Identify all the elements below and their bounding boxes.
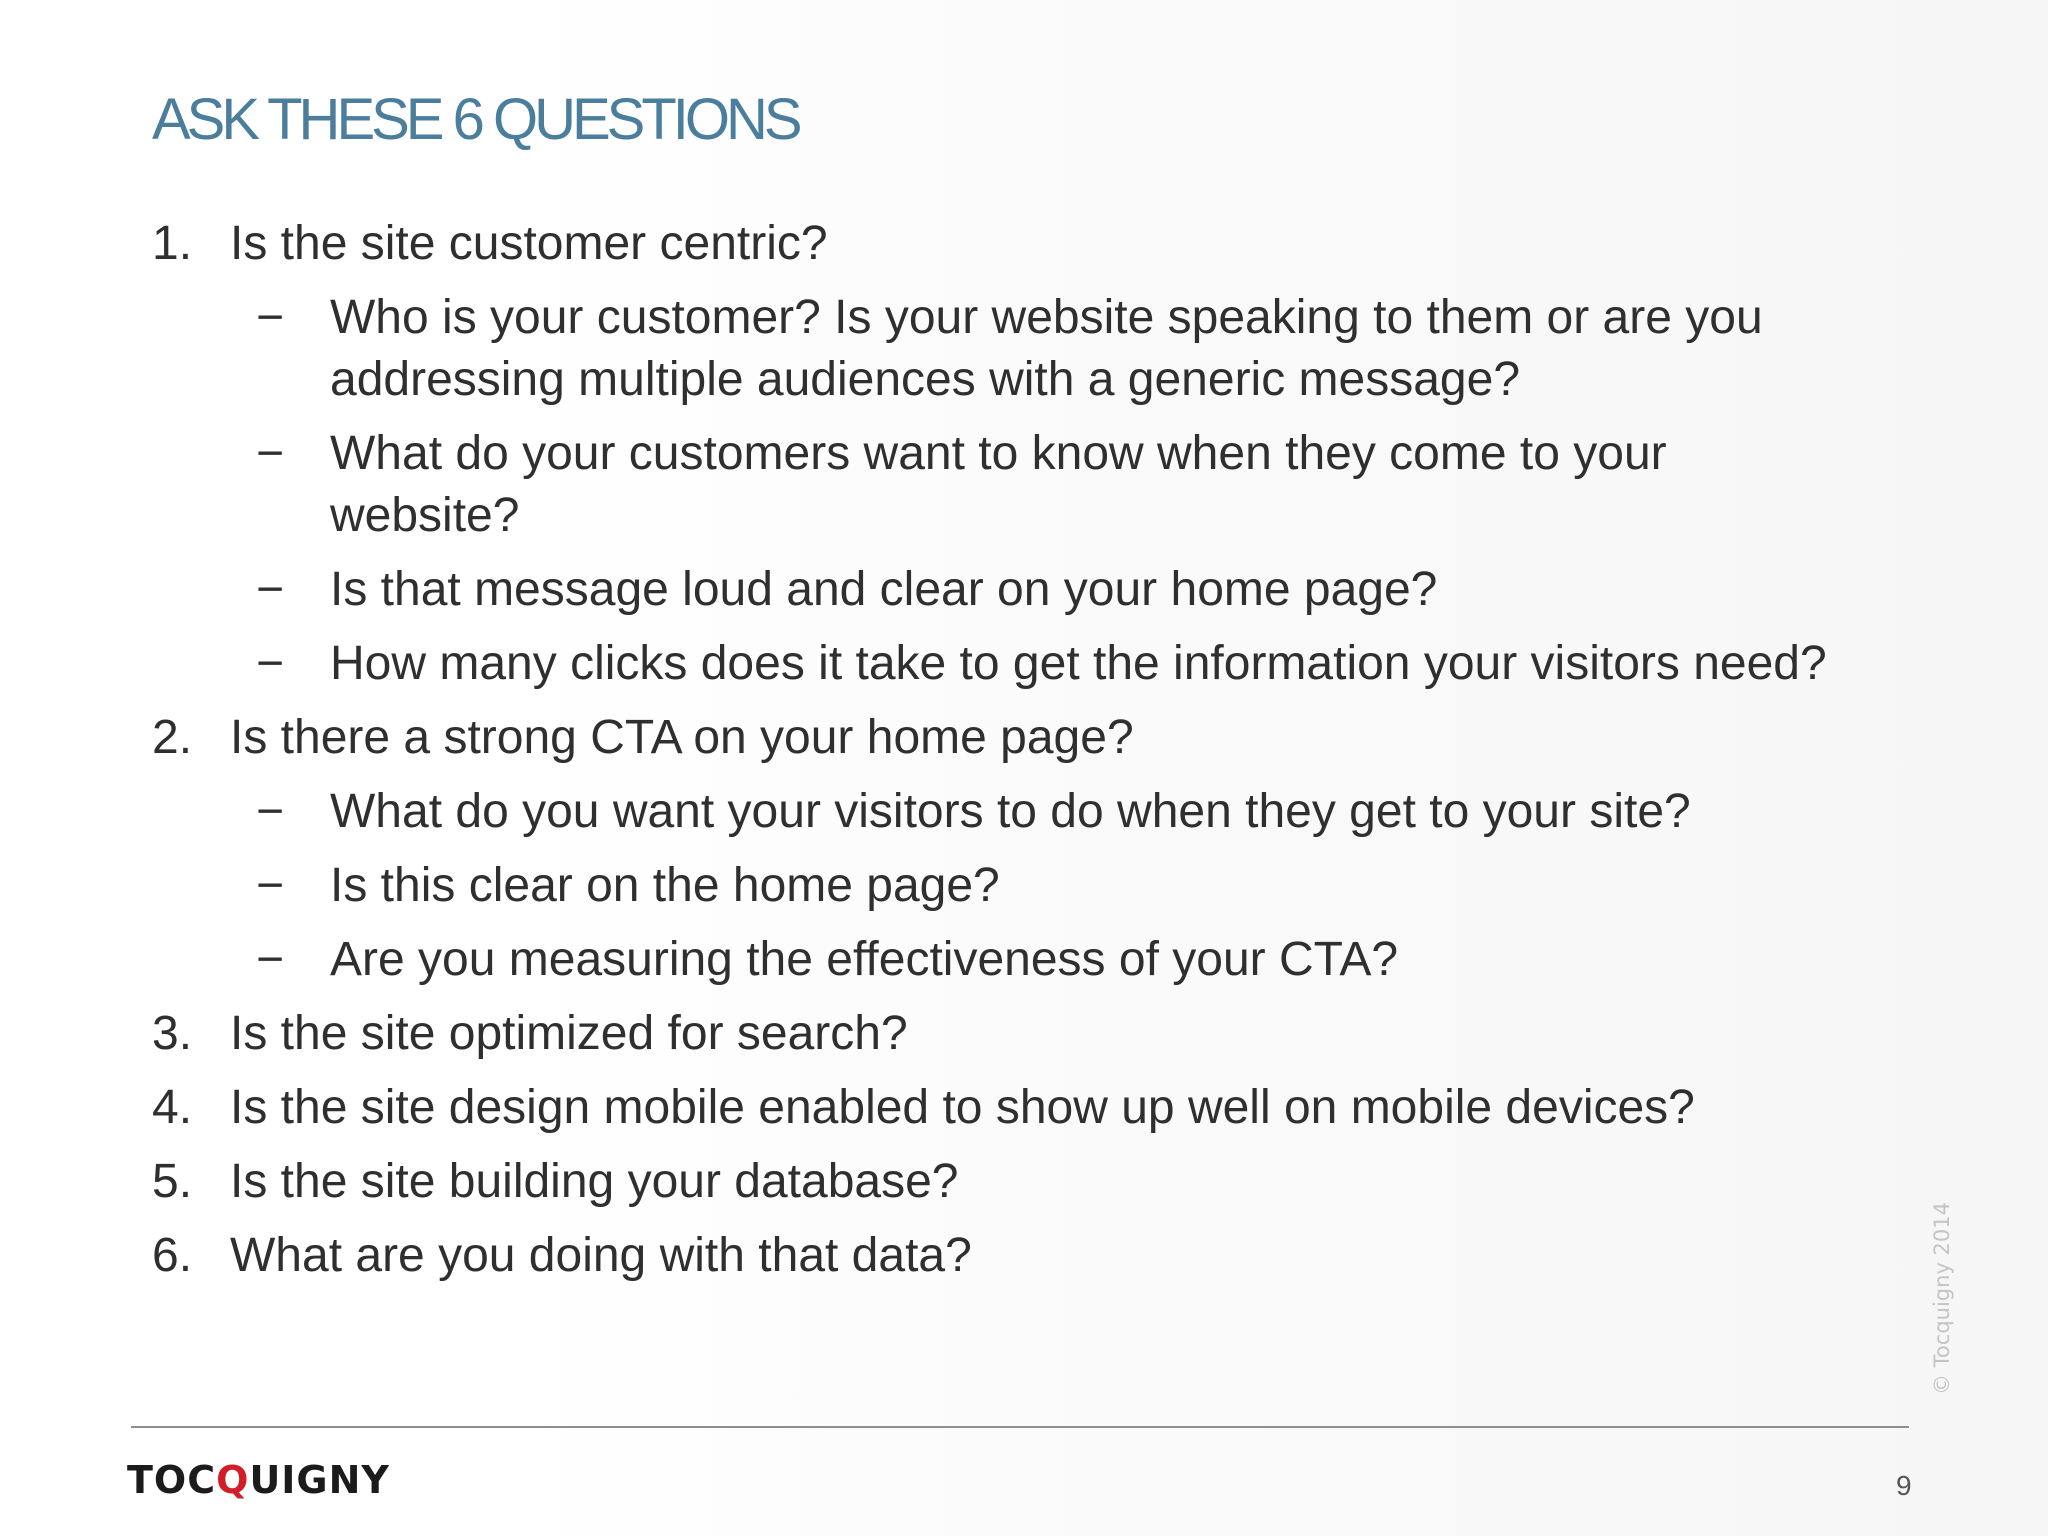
question-number: 3.: [152, 1007, 193, 1060]
subpoint-item: [152, 287, 1852, 411]
subpoint-item: [152, 633, 1952, 695]
logo-text-end: UIGNY: [249, 1458, 390, 1502]
subpoint-list: [152, 781, 1952, 991]
question-number: 1.: [152, 217, 193, 270]
question-text: Is the site building your database?: [230, 1155, 959, 1208]
questions-list: [152, 213, 1952, 1299]
page-number: 9: [1896, 1470, 1912, 1501]
question-text: Is there a strong CTA on your home page?: [230, 711, 1134, 764]
subpoint-item: [152, 929, 1852, 991]
question-number: 4.: [152, 1081, 193, 1134]
question-text: Is the site optimized for search?: [230, 1007, 908, 1060]
slide-title: ASK THESE 6 QUESTIONS: [152, 87, 799, 152]
question-item: [152, 1151, 1952, 1213]
subpoint-list: [152, 287, 1952, 695]
subpoint-item: [152, 781, 1852, 843]
logo-accent-letter: Q: [216, 1458, 250, 1502]
subpoint-item: [152, 559, 1852, 621]
question-text: Is the site design mobile enabled to show up well on mobile devices?: [230, 1081, 1695, 1134]
dash-bullet: −: [256, 859, 285, 912]
subpoint-text: Is this clear on the home page?: [330, 859, 1000, 912]
subpoint-text: Who is your customer? Is your website speaking to them or are you addressing multiple audiences with a generic message?: [330, 291, 1763, 406]
subpoint-item: [152, 423, 1852, 547]
question-number: 6.: [152, 1229, 193, 1282]
subpoint-text: What do your customers want to know when they come to your website?: [330, 427, 1667, 542]
question-item: [152, 1225, 1952, 1287]
dash-bullet: −: [256, 427, 285, 480]
subpoint-text: What do you want your visitors to do when they get to your site?: [330, 785, 1691, 838]
subpoint-text: Are you measuring the effectiveness of your CTA?: [330, 933, 1399, 986]
subpoint-text: Is that message loud and clear on your home page?: [330, 563, 1438, 616]
subpoint-text: How many clicks does it take to get the information your visitors need?: [330, 637, 1827, 690]
dash-bullet: −: [256, 637, 285, 690]
dash-bullet: −: [256, 563, 285, 616]
dash-bullet: −: [256, 291, 285, 344]
question-text: What are you doing with that data?: [230, 1229, 972, 1282]
question-item: [152, 1077, 1952, 1139]
footer-divider: [131, 1426, 1909, 1428]
copyright-notice: © Tocquigny 2014: [1930, 1202, 1954, 1395]
dash-bullet: −: [256, 933, 285, 986]
company-logo: [127, 1458, 390, 1502]
question-item: [152, 213, 1952, 275]
subpoint-item: [152, 855, 1852, 917]
logo-text-start: TOC: [127, 1458, 217, 1502]
question-number: 2.: [152, 711, 193, 764]
dash-bullet: −: [256, 785, 285, 838]
question-item: [152, 1003, 1952, 1065]
question-item: [152, 707, 1952, 769]
question-number: 5.: [152, 1155, 193, 1208]
question-text: Is the site customer centric?: [230, 217, 828, 270]
